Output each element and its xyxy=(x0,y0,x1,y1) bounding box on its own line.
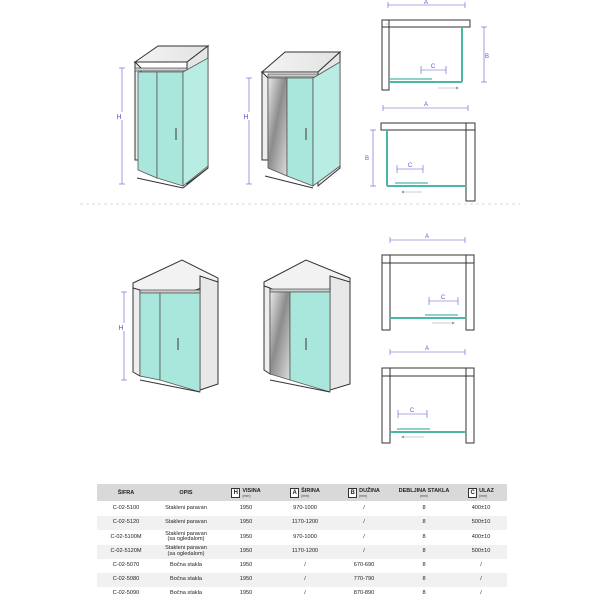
cell-debljina: 8 xyxy=(422,562,426,569)
header-sifra xyxy=(97,484,155,502)
table-row xyxy=(97,516,507,530)
dim-a-label-4: A xyxy=(424,346,430,352)
cell-duzina: / xyxy=(363,533,365,540)
table-row xyxy=(97,530,507,544)
enclosure-corner-mirror-3d xyxy=(262,52,340,188)
cell-sifra: C-02-5080 xyxy=(97,573,155,587)
cell-sifra: C-02-5100M xyxy=(110,533,142,540)
cell-opis-line2: (sa ogledalom) xyxy=(167,536,205,543)
dim-a-label-3: A xyxy=(424,234,430,240)
header-debljina-unit: (mm) xyxy=(419,493,429,498)
cell-opis xyxy=(155,587,217,601)
cell-ulaz: 400±10 xyxy=(471,505,491,512)
cell-sirina: / xyxy=(275,573,335,587)
dim-c-label-1: C xyxy=(430,64,436,70)
header-opis-label: OPIS xyxy=(179,489,193,496)
header-ulaz xyxy=(455,484,507,502)
table-row xyxy=(97,573,507,587)
header-duzina xyxy=(335,484,393,502)
header-debljina xyxy=(393,484,455,502)
header-duzina-unit: (mm) xyxy=(359,493,368,498)
enclosure-niche-mirror-3d xyxy=(264,260,350,392)
header-ulaz-box: C xyxy=(468,488,477,498)
dim-h-label-2: H xyxy=(243,114,249,121)
cell-debljina: 8 xyxy=(393,545,455,559)
cell-opis-line1: Stakleni paravan xyxy=(165,530,207,537)
cell-opis-line1: Bočna stakla xyxy=(169,590,203,597)
cell-sifra: C-02-5070 xyxy=(112,562,140,569)
dim-c-label-4: C xyxy=(409,408,415,414)
header-ulaz-label: ULAZ xyxy=(479,487,494,494)
cell-duzina: 770-790 xyxy=(335,573,393,587)
cell-sirina: 1170-1200 xyxy=(275,516,335,530)
cell-sirina: 1170-1200 xyxy=(275,545,335,559)
header-sirina xyxy=(275,484,335,502)
cell-opis-line1: Stakleni paravan xyxy=(165,505,207,512)
cell-duzina: 670-690 xyxy=(353,562,375,569)
cell-visina: 1950 xyxy=(217,516,275,530)
cell-sifra: C-02-5090 xyxy=(112,590,140,597)
cell-ulaz: 500±10 xyxy=(455,516,507,530)
dimension-h-top-left xyxy=(115,68,125,184)
cell-visina: 1950 xyxy=(217,573,275,587)
cell-duzina: / xyxy=(335,516,393,530)
cell-opis xyxy=(155,502,217,517)
dimension-h-top-middle xyxy=(242,78,252,184)
header-sirina-unit: (mm) xyxy=(301,493,310,498)
cell-opis-line1: Stakleni paravan xyxy=(165,519,207,526)
plan-view-corner-1 xyxy=(382,0,489,90)
dim-b-label-1: B xyxy=(484,54,490,60)
header-duzina-label: DUŽINA xyxy=(359,487,380,494)
cell-opis xyxy=(155,545,217,559)
enclosure-corner-3d xyxy=(135,46,208,188)
table-row xyxy=(97,502,507,517)
cell-visina: 1950 xyxy=(239,590,253,597)
cell-duzina: / xyxy=(363,505,365,512)
cell-debljina: 8 xyxy=(393,573,455,587)
cell-opis xyxy=(155,516,217,530)
header-sifra-label: ŠIFRA xyxy=(117,489,135,496)
cell-sirina: / xyxy=(304,562,306,569)
spec-table-header xyxy=(97,484,507,502)
cell-sifra: C-02-5100 xyxy=(112,505,140,512)
cell-sirina: 970-1000 xyxy=(293,505,317,512)
dim-c-label-3: C xyxy=(440,295,446,301)
dim-a-label-1: A xyxy=(423,0,429,6)
plan-view-corner-2 xyxy=(365,102,475,201)
header-visina xyxy=(217,484,275,502)
cell-ulaz: / xyxy=(480,590,482,597)
cell-sirina: / xyxy=(304,590,306,597)
cell-visina: 1950 xyxy=(217,545,275,559)
dim-h-label-1: H xyxy=(116,114,122,121)
cell-opis-line1: Stakleni paravan xyxy=(165,545,207,552)
header-debljina-label: DEBLJINA STAKLA xyxy=(398,487,450,494)
cell-debljina: 8 xyxy=(393,516,455,530)
plan-view-niche-2 xyxy=(382,346,474,443)
cell-opis xyxy=(155,559,217,573)
cell-ulaz: / xyxy=(455,573,507,587)
cell-opis xyxy=(155,573,217,587)
dim-a-label-2: A xyxy=(423,102,429,108)
header-visina-label: VISINA xyxy=(242,487,261,494)
header-opis xyxy=(155,484,217,502)
header-duzina-box: B xyxy=(348,488,357,498)
cell-opis-line1: Bočna stakla xyxy=(169,576,203,583)
dim-h-label-3: H xyxy=(118,325,124,332)
cell-sirina: 970-1000 xyxy=(293,533,317,540)
header-sirina-box: A xyxy=(290,488,299,498)
header-ulaz-unit: (mm) xyxy=(479,493,488,498)
cell-ulaz: 500±10 xyxy=(455,545,507,559)
cell-visina: 1950 xyxy=(239,562,253,569)
cell-opis-line1: Bočna stakla xyxy=(169,562,203,569)
cell-visina: 1950 xyxy=(239,533,253,540)
cell-ulaz: / xyxy=(480,562,482,569)
dim-c-label-2: C xyxy=(407,163,413,169)
cell-sifra: C-02-5120 xyxy=(97,516,155,530)
cell-visina: 1950 xyxy=(239,505,253,512)
cell-debljina: 8 xyxy=(422,505,426,512)
spec-table xyxy=(97,484,507,601)
dimension-h-bottom-left xyxy=(117,292,127,380)
table-row xyxy=(97,587,507,601)
cell-duzina: / xyxy=(335,545,393,559)
header-visina-box: H xyxy=(231,488,240,498)
header-visina-unit: (mm) xyxy=(242,493,251,498)
cell-debljina: 8 xyxy=(422,533,426,540)
cell-duzina: 870-890 xyxy=(353,590,375,597)
cell-ulaz: 400±10 xyxy=(471,533,491,540)
cell-opis xyxy=(155,530,217,544)
header-sirina-label: ŠIRINA xyxy=(301,487,320,494)
enclosure-niche-3d xyxy=(133,260,218,392)
table-row xyxy=(97,559,507,573)
cell-opis-line2: (sa ogledalom) xyxy=(167,550,205,557)
cell-debljina: 8 xyxy=(422,590,426,597)
plan-view-niche-1 xyxy=(382,234,474,330)
dim-b-label-2: B xyxy=(364,156,370,162)
table-row xyxy=(97,545,507,559)
cell-sifra: C-02-5120M xyxy=(97,545,155,559)
